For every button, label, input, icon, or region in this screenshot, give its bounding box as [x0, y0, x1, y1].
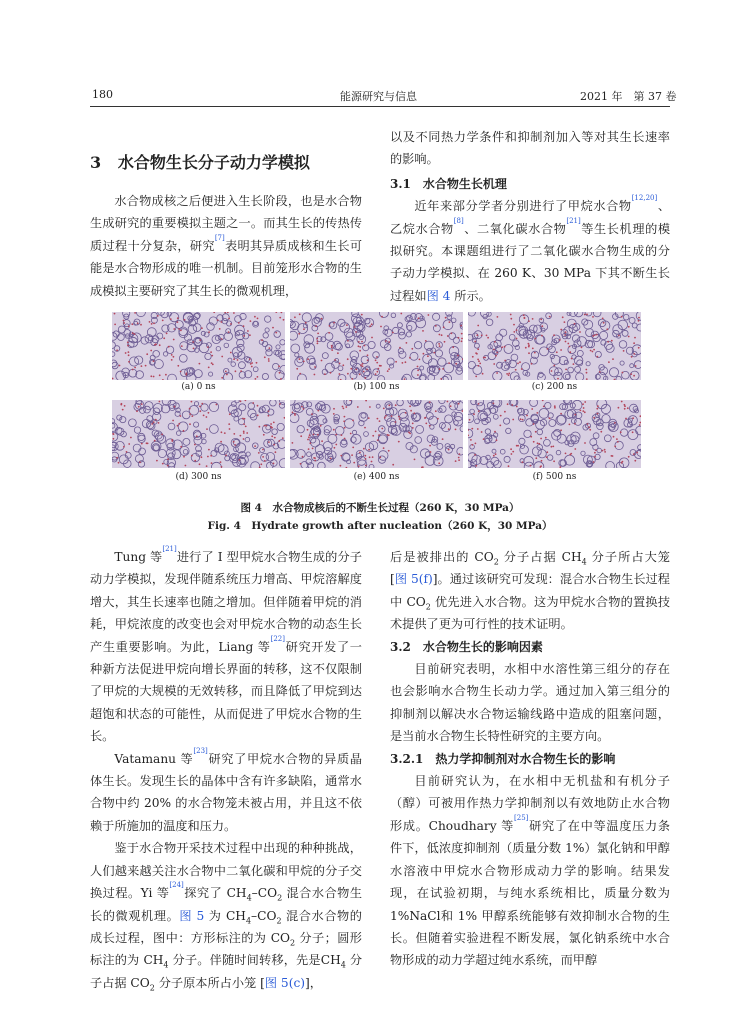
figure-panel-d [112, 400, 285, 468]
subsection-3-2: 3.2 水合物生长的影响因素 [390, 639, 543, 654]
figure-caption-cn: 图 4 水合物成核后的不断生长过程（260 K，30 MPa） [240, 502, 520, 514]
page-number: 180 [92, 88, 113, 101]
figure-link[interactable]: 图 5 [179, 908, 205, 923]
header-rule [90, 106, 670, 107]
paragraph: 目前研究表明，水相中水溶性第三组分的存在也会影响水合物生长动力学。通过加入第三组分的抑制剂以解决水合物运输线路中造成的阻塞问题，是当前水合物生长特性研究的主要方向。 [390, 662, 670, 744]
journal-name: 能源研究与信息 [340, 90, 417, 103]
subsection-3-1: 3.1 水合物生长机理 [390, 176, 507, 191]
right-column-top [390, 126, 670, 307]
panel-label: (e) 400 ns [353, 472, 400, 482]
section-title-text: 水合物生长分子动力学模拟 [117, 153, 310, 172]
figure-link[interactable]: 图 4 [426, 288, 451, 303]
left-column-top [90, 190, 362, 302]
subsection-3-2-1: 3.2.1 热力学抑制剂对水合物生长的影响 [390, 751, 616, 766]
figure-panel-f [468, 400, 641, 468]
paragraph: 水合物成核之后便进入生长阶段，也是水合物生成研究的重要模拟主题之一。而其生长的传热传质过程十分复杂，研究[7]表明其异质成核和生长可能是水合物形成的唯一机制。目前笼形水合物的生成模拟主要研究了其生长的微观机理， [90, 194, 363, 298]
figure-panel-a [112, 312, 285, 380]
figure-panel-c [468, 312, 641, 380]
paragraph: 以及不同热力学条件和抑制剂加入等对其生长速率的影响。 [390, 130, 670, 167]
section-title [90, 150, 310, 173]
right-column-bottom [390, 546, 670, 972]
section-number: 3 [90, 153, 102, 172]
panel-label: (b) 100 ns [353, 382, 400, 392]
issue-info: 2021 年 第 37 卷 [580, 90, 677, 103]
panel-label: (f) 500 ns [532, 472, 577, 482]
figure-link[interactable]: 图 5(f) [394, 572, 433, 587]
figure-link[interactable]: 图 5(c) [264, 975, 306, 990]
paragraph: Tung 等[21]进行了 I 型甲烷水合物生成的分子动力学模拟，发现伴随系统压力增高、甲烷溶解度增大，其生长速率也随之增加。但伴随着甲烷的消耗，甲烷浓度的改变也会对甲烷水合物的动态生长产生重要影响。为此，Liang 等[22]研究开发了一种新方法促进甲烷向增长界面的转移，这不仅限制了甲烷的大规模的无效转移，而且降低了甲烷到达超饱和状态的可能性，从而促进了甲烷水合物的生长。 [90, 545, 362, 744]
panel-label: (d) 300 ns [175, 472, 222, 482]
paragraph: 鉴于水合物开采技术过程中出现的种种挑战，人们越来越关注水合物中二氧化碳和甲烷的分子交换过程。Yi 等[24]探究了 $CH_4-CO_2$ 混合水合物生长的微观机理。图 5 为 $CH_4-CO_2$ 混合水合物的成长过程，图中：方形标注的为 $CO_2$ 分子；圆形标注的为 $CH_4$ 分子。伴随时间转移，先是$CH_4$ 分子占据 $CO_2$ 分子原本所占小笼 [图 5(c)]， [90, 841, 363, 993]
panel-label: (c) 200 ns [531, 382, 578, 392]
figure-caption-en: Fig. 4 Hydrate growth after nucleation（260 K，30 MPa） [207, 520, 553, 532]
paragraph: 近年来部分学者分别进行了甲烷水合物[12,20]、乙烷水合物[8]、二氧化碳水合物[21]等生长机理的模拟研究。本课题组进行了二氧化碳水合物生成的分子动力学模拟、在 260 K、30 MPa 下其不断生长过程如图 4 所示。 [390, 194, 671, 303]
figure-panel-e [290, 400, 463, 468]
paragraph: 后是被排出的 $CO_2$ 分子占据 $CH_4$ 分子所占大笼 [图 5(f)]。通过该研究可发现：混合水合物生长过程中 $CO_2$ 优先进入水合物。这为甲烷水合物的置换技术提供了更为可行性的技术证明。 [390, 550, 671, 632]
panel-label: (a) 0 ns [181, 382, 216, 392]
figure-panel-b [290, 312, 463, 380]
paragraph: 目前研究认为，在水相中无机盐和有机分子（醇）可被用作热力学抑制剂以有效地防止水合物形成。Choudhary 等[25]研究了在中等温度压力条件下，低浓度抑制剂（质量分数 1%）氯化钠和甲醇水溶液中甲烷水合物形成动力学的影响。结果发现，在试验初期，与纯水系统相比，质量分数为 1%NaCl和 1% 甲醇系统能够有效抑制水合物的生长。但随着实验进程不断发展，氯化钠系统中水合物形成的动力学超过纯水系统，而甲醇 [390, 774, 671, 968]
left-column-bottom [90, 546, 362, 994]
paragraph: Vatamanu 等[23]研究了甲烷水合物的异质晶体生长。发现生长的晶体中含有许多缺陷，通常水合物中约 20% 的水合物笼未被占用，并且这不依赖于所施加的温度和压力。 [90, 746, 363, 833]
